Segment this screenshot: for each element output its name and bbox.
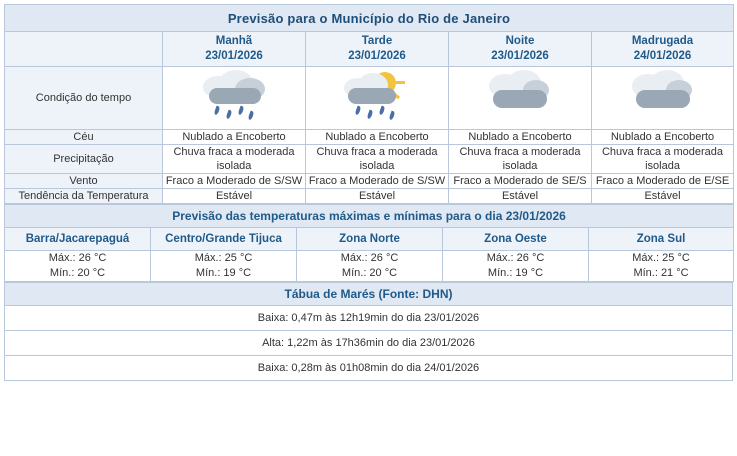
zone-temp-centro <box>151 251 297 282</box>
zone-header-zona-oeste: Zona Oeste <box>443 228 589 251</box>
row-label-vento: Vento <box>5 174 163 189</box>
wind-value-madrugada: Fraco a Moderado de E/SE <box>592 174 734 189</box>
zone-temp-min: Mín.: 19 °C <box>195 267 252 279</box>
zone-temp-min: Mín.: 19 °C <box>487 267 544 279</box>
sky-row <box>5 130 734 145</box>
period-header-manha <box>163 32 306 67</box>
weather-condition-row <box>5 67 734 130</box>
zone-temp-min: Mín.: 20 °C <box>49 267 106 279</box>
trend-value-tarde: Estável <box>306 189 449 204</box>
precipitation-value-manha: Chuva fraca a moderada isolada <box>163 145 306 174</box>
temperature-trend-row <box>5 189 734 204</box>
weather-icon-cell-tarde <box>306 67 449 130</box>
cloudy-icon <box>626 68 700 124</box>
empty-corner-cell <box>5 32 163 67</box>
weather-icon-cell-noite <box>449 67 592 130</box>
period-header-noite <box>449 32 592 67</box>
zone-header-barra: Barra/Jacarepaguá <box>5 228 151 251</box>
sky-value-tarde: Nublado a Encoberto <box>306 130 449 145</box>
temperature-title-row <box>5 205 734 228</box>
temperature-section-title: Previsão das temperaturas máximas e mínimas para o dia 23/01/2026 <box>5 205 734 228</box>
period-header-madrugada <box>592 32 734 67</box>
precipitation-value-tarde: Chuva fraca a moderada isolada <box>306 145 449 174</box>
trend-value-noite: Estável <box>449 189 592 204</box>
sun-cloud-rain-icon <box>340 68 414 124</box>
zone-temperature-row <box>5 251 734 282</box>
period-date: 24/01/2026 <box>633 50 692 62</box>
zone-temp-zona-sul <box>589 251 734 282</box>
period-date: 23/01/2026 <box>205 50 263 62</box>
precipitation-value-madrugada: Chuva fraca a moderada isolada <box>592 145 734 174</box>
tide-row <box>5 356 733 381</box>
tide-row <box>5 331 733 356</box>
rain-cloud-icon <box>197 68 271 124</box>
tide-table <box>4 282 733 381</box>
row-label-ceu: Céu <box>5 130 163 145</box>
period-date: 23/01/2026 <box>491 50 549 62</box>
sky-value-madrugada: Nublado a Encoberto <box>592 130 734 145</box>
sky-value-manha: Nublado a Encoberto <box>163 130 306 145</box>
zone-temp-zona-norte <box>297 251 443 282</box>
period-header-row <box>5 32 734 67</box>
wind-value-manha: Fraco a Moderado de S/SW <box>163 174 306 189</box>
zone-temp-max: Máx.: 26 °C <box>486 252 545 264</box>
period-name: Manhã <box>215 35 253 47</box>
wind-row <box>5 174 734 189</box>
zone-header-row <box>5 228 734 251</box>
zone-temp-max: Máx.: 25 °C <box>194 252 253 264</box>
title-row <box>5 5 734 32</box>
wind-value-tarde: Fraco a Moderado de S/SW <box>306 174 449 189</box>
period-name: Madrugada <box>631 35 694 47</box>
tide-title-row <box>5 283 733 306</box>
zone-temp-barra <box>5 251 151 282</box>
cloudy-icon <box>483 68 557 124</box>
tide-entry: Baixa: 0,28m às 01h08min do dia 24/01/2026 <box>5 356 733 381</box>
trend-value-madrugada: Estável <box>592 189 734 204</box>
period-date: 23/01/2026 <box>348 50 406 62</box>
weather-icon-cell-manha <box>163 67 306 130</box>
forecast-table <box>4 4 734 204</box>
sky-value-noite: Nublado a Encoberto <box>449 130 592 145</box>
zone-header-zona-sul: Zona Sul <box>589 228 734 251</box>
row-label-precipitacao: Precipitação <box>5 145 163 174</box>
zone-header-zona-norte: Zona Norte <box>297 228 443 251</box>
zone-temp-min: Mín.: 21 °C <box>633 267 689 279</box>
row-label-tendencia: Tendência da Temperatura <box>5 189 163 204</box>
weather-icon-cell-madrugada <box>592 67 734 130</box>
zone-temp-max: Máx.: 26 °C <box>48 252 107 264</box>
page-title: Previsão para o Município do Rio de Janeiro <box>5 5 734 32</box>
row-label-condicao: Condição do tempo <box>5 67 163 130</box>
tide-entry: Baixa: 0,47m às 12h19min do dia 23/01/2026 <box>5 306 733 331</box>
trend-value-manha: Estável <box>163 189 306 204</box>
tide-section-title: Tábua de Marés (Fonte: DHN) <box>5 283 733 306</box>
precipitation-value-noite: Chuva fraca a moderada isolada <box>449 145 592 174</box>
tide-row <box>5 306 733 331</box>
period-name: Noite <box>505 35 535 47</box>
zone-temp-max: Máx.: 26 °C <box>340 252 399 264</box>
period-header-tarde <box>306 32 449 67</box>
tide-entry: Alta: 1,22m às 17h36min do dia 23/01/2026 <box>5 331 733 356</box>
period-name: Tarde <box>361 35 393 47</box>
zone-header-centro: Centro/Grande Tijuca <box>151 228 297 251</box>
precipitation-row <box>5 145 734 174</box>
wind-value-noite: Fraco a Moderado de SE/S <box>449 174 592 189</box>
zone-temp-zona-oeste <box>443 251 589 282</box>
zone-temp-max: Máx.: 25 °C <box>632 252 690 264</box>
temperature-table <box>4 204 734 282</box>
zone-temp-min: Mín.: 20 °C <box>341 267 398 279</box>
